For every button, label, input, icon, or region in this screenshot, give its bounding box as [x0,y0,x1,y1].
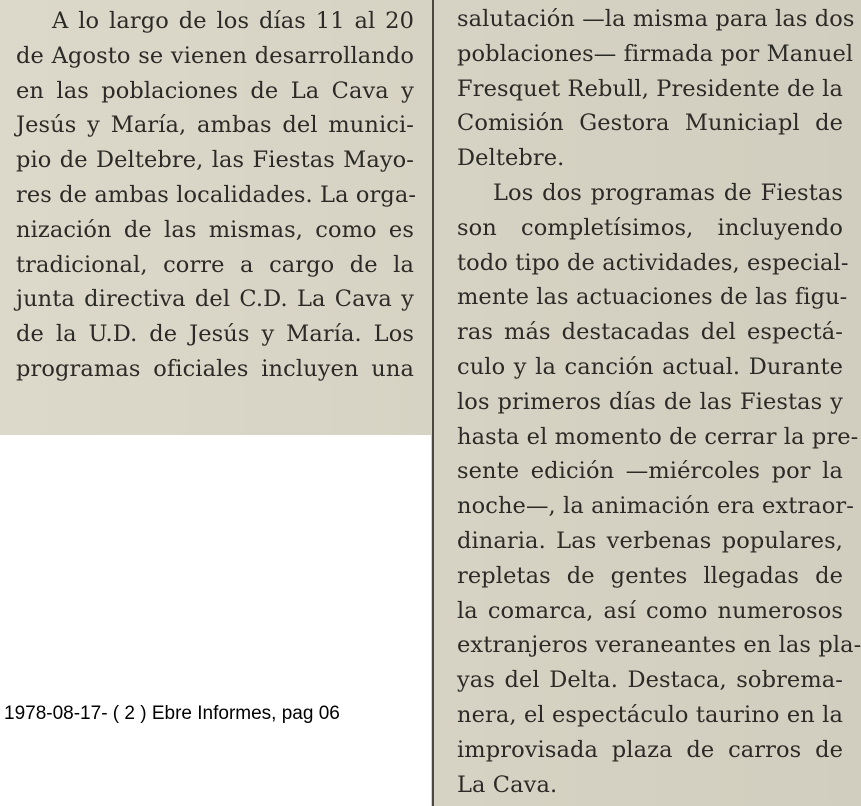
text-line: A lo largo de los días 11 al 20 [52,8,414,34]
text-line: yas del Delta. Destaca, sobrema- [457,667,843,694]
text-line: repletas de gentes llegadas de [457,562,843,589]
text-line: de la U.D. de Jesús y María. Los [16,321,414,348]
text-line: salutación —la misma para las dos [457,6,855,32]
text-line: son completísimos, incluyendo [457,214,843,241]
text-line: la comarca, así como numerosos [457,597,843,624]
text-line: Comisión Gestora Municiapl de [457,110,843,137]
text-line: improvisada plaza de carros de [457,736,843,763]
text-line: hasta el momento de cerrar la pre- [457,423,859,450]
text-line: nera, el espectáculo taurino en la [457,701,843,728]
source-caption: 1978-08-17- ( 2 ) Ebre Informes, pag 06 [4,703,340,724]
text-line: poblaciones— firmada por Manuel [457,40,854,67]
text-line: Fresquet Rebull, Presidente de la [457,75,843,102]
text-line: junta directiva del C.D. La Cava y [16,286,414,313]
text-line: tradicional, corre a cargo de la [16,251,414,278]
text-line: todo tipo de actividades, especial- [457,249,849,276]
text-line: extranjeros veraneantes en las pla- [457,632,861,659]
text-line: nización de las mismas, como es [16,216,414,243]
text-line: mente las actuaciones de las figu- [457,284,848,311]
text-line: res de ambas localidades. La orga- [16,181,417,208]
article-left-column [16,4,417,387]
text-line: dinaria. Las verbenas populares, [457,527,843,554]
caption-overlay [0,435,431,806]
text-line: en las poblaciones de La Cava y [16,77,414,104]
text-line: Los dos programas de Fiestas [493,179,843,206]
text-line: sente edición —miércoles por la [457,458,843,485]
text-line: La Cava. [457,771,558,798]
column-divider [432,0,434,806]
text-line: programas oficiales incluyen una [16,355,414,382]
text-line: de Agosto se vienen desarrollando [16,42,414,69]
article-right-column [457,2,861,802]
text-line: culo y la canción actual. Durante [457,353,843,380]
text-line: los primeros días de las Fiestas y [457,388,843,415]
text-line: Deltebre. [457,145,565,172]
text-line: noche—, la animación era extraor- [457,493,854,520]
text-line: Jesús y María, ambas del munici- [16,112,414,139]
text-line: pio de Deltebre, las Fiestas Mayo- [16,147,414,174]
text-line: ras más destacadas del espectá- [457,319,843,346]
